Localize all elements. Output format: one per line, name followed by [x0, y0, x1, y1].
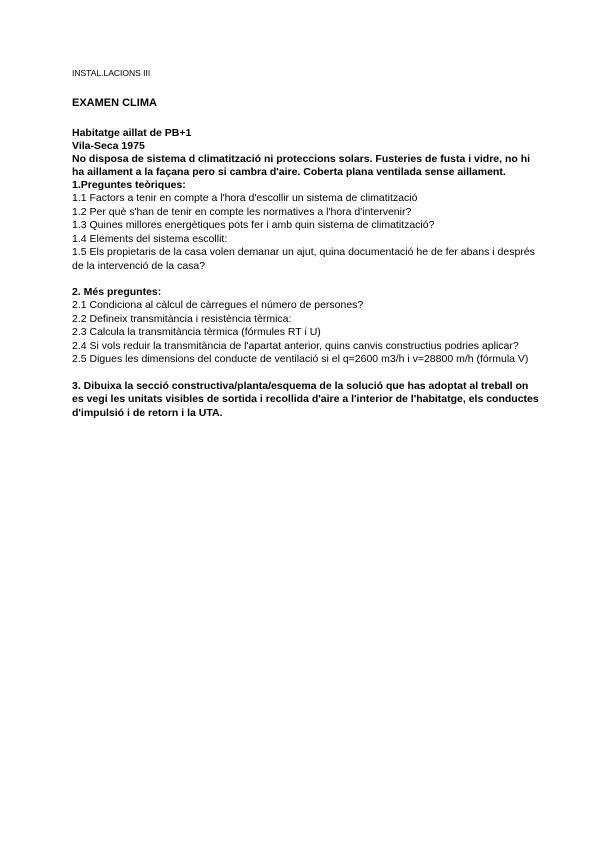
question-1-2: 1.2 Per què s'han de tenir en compte les normatives a l'hora d'intervenir? — [72, 205, 412, 218]
question-2-2: 2.2 Defineix transmitància i resistència tèrmica: — [72, 312, 292, 325]
question-2-3: 2.3 Calcula la transmitància tèrmica (fórmules RT i U) — [72, 326, 321, 338]
section-3 — [72, 380, 542, 421]
section-1 — [72, 179, 542, 273]
building-description: No disposa de sistema d climatització ni proteccions solars. Fusteries de fusta i vidre, no hi ha aillament a la façana pero si cambra d'aire. Coberta plana ventilada sense aillament. — [72, 153, 531, 178]
building-type: Habitatge aillat de PB+1 — [72, 127, 192, 139]
section-2 — [72, 286, 542, 367]
exam-title: EXAMEN CLIMA — [72, 97, 157, 109]
course-header: INSTAL.LACIONS III — [72, 68, 151, 78]
section-2-heading: 2. Més preguntes: — [72, 286, 162, 298]
question-2-4: 2.4 Si vols reduir la transmitància de l'apartat anterior, quins canvis constructius podries aplicar? — [72, 339, 519, 352]
section-3-text: 3. Dibuixa la secció constructiva/planta/esquema de la solució que has adoptat al treball on es vegi les unitats visibles de sortida i recollida d'aire a l'interior de l'habitatge, els conductes d'impulsió i de retorn i la UTA. — [72, 379, 539, 419]
question-1-1: 1.1 Factors a tenir en compte a l'hora d'escollir un sistema de climatització — [72, 192, 418, 204]
question-2-5: 2.5 Digues les dimensions del conducte de ventilació si el q=2600 m3/h i v=28800 m/h (fórmula V) — [72, 353, 529, 365]
building-location-year: Vila-Seca 1975 — [72, 140, 145, 152]
question-1-4: 1.4 Elements del sistema escollit: — [72, 232, 228, 245]
building-info — [72, 127, 542, 179]
section-1-heading: 1.Preguntes teòriques: — [72, 179, 186, 191]
question-1-5: 1.5 Els propietaris de la casa volen demanar un ajut, quina documentació he de fer abans i després de la intervenció de la casa? — [72, 246, 535, 272]
question-1-3: 1.3 Quines millores energètiques pots fer i amb quin sistema de climatització? — [72, 219, 435, 231]
document-page — [72, 68, 542, 420]
question-2-1: 2.1 Condiciona al càlcul de càrregues el número de persones? — [72, 299, 364, 311]
